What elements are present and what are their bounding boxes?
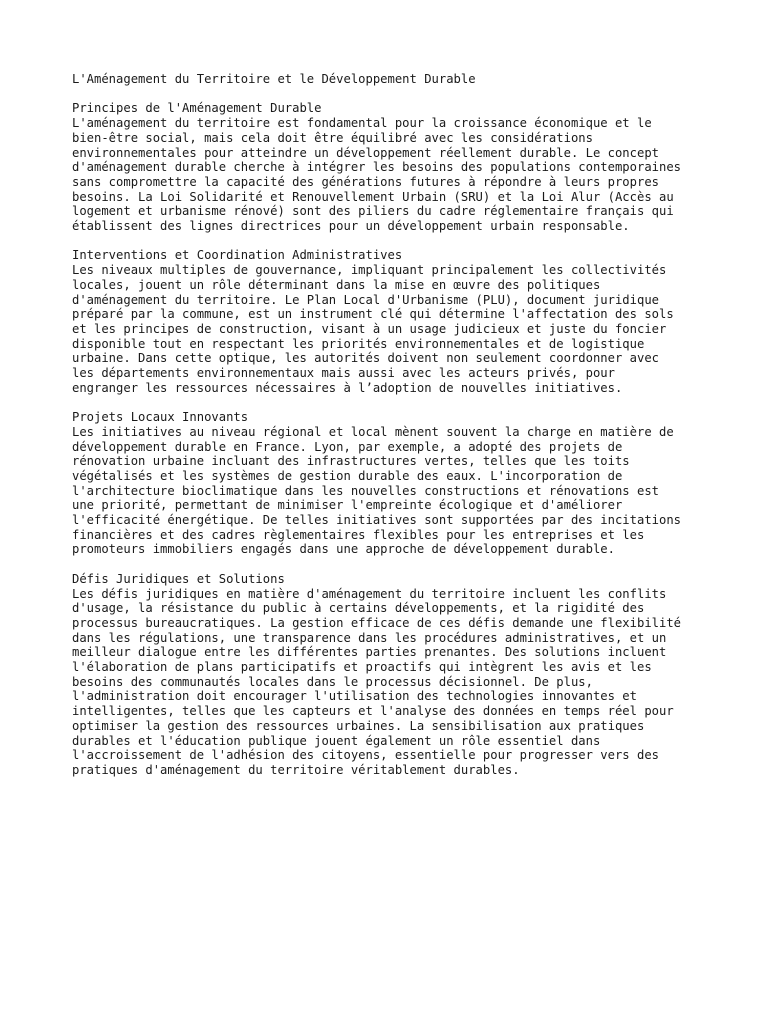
section-heading: Principes de l'Aménagement Durable [72, 101, 322, 116]
section-heading: Projets Locaux Innovants [72, 410, 249, 425]
document-title: L'Aménagement du Territoire et le Développement Durable [72, 72, 476, 86]
section-body: Les niveaux multiples de gouvernance, impliquant principalement les collectivités locales, jouent un rôle déterminant dans la mise en œuvre des politiques d'aménagement du territoire. Le Plan Local d'Urbanisme (PLU), document juridique préparé par la commune, est un instrument clé qui détermine l'affectation des sols et les principes de construction, visant à un usage judicieux et juste du foncier disponible tout en respectant les priorités environnementales et de logistique urbaine. Dans cette optique, les autorités doivent non seulement coordonner avec les départements environnementaux mais aussi avec les acteurs privés, pour engranger les ressources nécessaires à l’adoption de nouvelles initiatives. [72, 263, 674, 395]
document-page [72, 72, 702, 792]
section-principes [72, 101, 702, 233]
section-heading: Interventions et Coordination Administratives [72, 248, 403, 263]
section-body: L'aménagement du territoire est fondamental pour la croissance économique et le bien-être social, mais cela doit être équilibré avec les considérations environnementales pour atteindre un développement réellement durable. Le concept d'aménagement durable cherche à intégrer les besoins des populations contemporaines sans compromettre la capacité des générations futures à répondre à leurs propres besoins. La Loi Solidarité et Renouvellement Urbain (SRU) et la Loi Alur (Accès au logement et urbanisme rénové) sont des piliers du cadre réglementaire français qui établissent des lignes directrices pour un développement urbain responsable. [72, 116, 682, 234]
section-defis [72, 572, 702, 778]
section-body: Les initiatives au niveau régional et local mènent souvent la charge en matière de développement durable en France. Lyon, par exemple, a adopté des projets de rénovation urbaine incluant des infrastructures vertes, telles que les toits végétalisés et les systèmes de gestion durable des eaux. L'incorporation de l'architecture bioclimatique dans les nouvelles constructions et rénovations est une priorité, permettant de minimiser l'empreinte écologique et d'améliorer l'efficacité énergétique. De telles initiatives sont supportées par des incitations financières et des cadres règlementaires flexibles pour les entreprises et les promoteurs immobiliers engagés dans une approche de développement durable. [72, 424, 682, 557]
section-projets [72, 410, 702, 557]
section-interventions [72, 248, 702, 395]
section-body: Les défis juridiques en matière d'aménagement du territoire incluent les conflits d'usage, la résistance du public à certains développements, et la rigidité des processus bureaucratiques. La gestion efficace de ces défis demande une flexibilité dans les régulations, une transparence dans les procédures administratives, et un meilleur dialogue entre les différentes parties prenantes. Des solutions incluent l'élaboration de plans participatifs et proactifs qui intègrent les avis et les besoins des communautés locales dans le processus décisionnel. De plus, l'administration doit encourager l'utilisation des technologies innovantes et intelligentes, telles que les capteurs et l'analyse des données en temps réel pour optimiser la gestion des ressources urbaines. La sensibilisation aux pratiques durables et l'éducation publique jouent également un rôle essentiel dans l'accroissement de l'adhésion des citoyens, essentielle pour progresser vers des pratiques d'aménagement du territoire véritablement durables. [72, 586, 682, 777]
section-heading: Défis Juridiques et Solutions [72, 571, 285, 586]
